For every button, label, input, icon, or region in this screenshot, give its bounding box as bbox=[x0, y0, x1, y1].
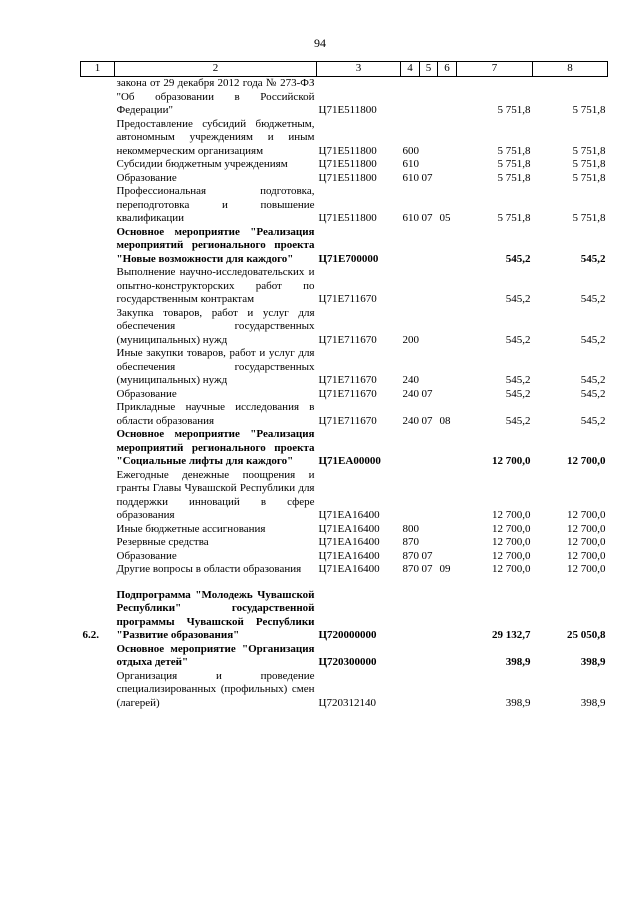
row-description: Закупка товаров, работ и услуг для обеспечения государственных (муниципальных) нужд bbox=[116, 306, 315, 346]
row-amount-2022: 545,2 bbox=[580, 293, 606, 305]
row-expense-type bbox=[401, 670, 420, 711]
row-subsection: 09 bbox=[439, 563, 451, 575]
row-amount-2021: 12 700,0 bbox=[492, 549, 531, 562]
row-target-code: Ц71Е511800 bbox=[318, 171, 377, 184]
table-row bbox=[81, 563, 608, 577]
row-number bbox=[81, 643, 115, 670]
table-row bbox=[81, 226, 608, 267]
row-target-code: Ц720000000 bbox=[318, 629, 377, 641]
row-description: Организация и проведение специализированных (профильных) смен (лагерей) bbox=[116, 669, 315, 709]
row-section bbox=[420, 536, 438, 550]
row-section bbox=[420, 77, 438, 118]
row-number bbox=[81, 77, 115, 118]
header-col-5: 5 bbox=[420, 62, 438, 77]
row-expense-type: 200 bbox=[402, 333, 419, 346]
row-target-code: Ц71ЕА16400 bbox=[318, 549, 380, 562]
row-section: 07 bbox=[421, 414, 433, 427]
row-number bbox=[81, 401, 115, 428]
row-amount-2021: 545,2 bbox=[505, 293, 531, 305]
row-number bbox=[81, 388, 115, 402]
row-number bbox=[81, 670, 115, 711]
row-section bbox=[420, 158, 438, 172]
row-description: закона от 29 декабря 2012 года № 273-ФЗ "Об образовании в Российской Федерации" bbox=[116, 77, 315, 116]
row-description: Другие вопросы в области образования bbox=[116, 563, 302, 575]
row-number bbox=[81, 347, 115, 388]
row-description: Предоставление субсидий бюджетным, автономным учреждениям и иным некоммерческим организациям bbox=[116, 117, 315, 157]
row-target-code: Ц71Е711670 bbox=[318, 387, 377, 400]
row-subsection bbox=[438, 77, 457, 118]
row-amount-2022: 12 700,0 bbox=[567, 455, 606, 467]
table-row bbox=[81, 77, 608, 118]
row-expense-type: 610 bbox=[402, 212, 419, 224]
table-row bbox=[81, 536, 608, 550]
row-expense-type bbox=[401, 226, 420, 267]
row-number bbox=[81, 536, 115, 550]
row-section: 07 bbox=[421, 387, 433, 400]
header-col-8: 8 bbox=[533, 62, 608, 77]
row-description: Образование bbox=[116, 171, 177, 184]
row-number bbox=[81, 563, 115, 577]
table-row bbox=[81, 428, 608, 469]
row-amount-2021: 545,2 bbox=[505, 387, 531, 400]
row-amount-2021: 545,2 bbox=[505, 333, 531, 346]
row-number bbox=[81, 158, 115, 172]
row-expense-type: 240 bbox=[402, 387, 419, 400]
row-target-code: Ц71Е511800 bbox=[318, 104, 377, 116]
row-description: Профессиональная подготовка, переподготовка и повышение квалификации bbox=[116, 185, 315, 224]
row-amount-2022: 12 700,0 bbox=[567, 563, 606, 575]
row-description: Резервные средства bbox=[116, 536, 209, 548]
table-row bbox=[81, 158, 608, 172]
table-row bbox=[81, 266, 608, 307]
row-target-code: Ц71ЕА16400 bbox=[318, 509, 380, 521]
table-row bbox=[81, 185, 608, 226]
row-target-code: Ц71ЕА16400 bbox=[318, 522, 380, 535]
table-row bbox=[81, 550, 608, 564]
row-section bbox=[420, 523, 438, 537]
row-subsection bbox=[438, 118, 457, 159]
row-description: Основное мероприятие "Реализация мероприятий регионального проекта "Новые возможности для каждого" bbox=[116, 225, 315, 265]
row-subsection bbox=[438, 347, 457, 388]
row-amount-2021: 5 751,8 bbox=[497, 144, 531, 157]
row-subsection bbox=[438, 550, 457, 564]
row-amount-2021: 398,9 bbox=[505, 656, 531, 668]
row-amount-2022: 5 751,8 bbox=[572, 104, 606, 116]
row-amount-2022: 5 751,8 bbox=[572, 158, 606, 170]
row-expense-type bbox=[401, 589, 420, 643]
row-number bbox=[81, 428, 115, 469]
row-amount-2021: 12 700,0 bbox=[492, 509, 531, 521]
row-subsection bbox=[438, 523, 457, 537]
table-row bbox=[81, 643, 608, 670]
table-row bbox=[81, 523, 608, 537]
row-subsection bbox=[438, 643, 457, 670]
row-expense-type: 800 bbox=[402, 522, 419, 535]
table-body bbox=[81, 77, 608, 711]
budget-table bbox=[80, 61, 608, 710]
row-number bbox=[81, 185, 115, 226]
row-amount-2021: 12 700,0 bbox=[492, 563, 531, 575]
header-col-6: 6 bbox=[438, 62, 457, 77]
row-subsection bbox=[438, 307, 457, 348]
row-target-code: Ц71ЕА16400 bbox=[318, 563, 380, 575]
row-amount-2021: 29 132,7 bbox=[492, 629, 531, 641]
row-amount-2021: 12 700,0 bbox=[492, 536, 531, 548]
header-col-3: 3 bbox=[317, 62, 401, 77]
row-amount-2022: 12 700,0 bbox=[567, 536, 606, 548]
table-row bbox=[81, 670, 608, 711]
row-expense-type bbox=[401, 643, 420, 670]
header-col-2: 2 bbox=[115, 62, 317, 77]
row-amount-2021: 12 700,0 bbox=[492, 522, 531, 535]
row-section: 07 bbox=[421, 171, 433, 184]
row-section: 07 bbox=[421, 212, 433, 224]
row-expense-type: 610 bbox=[402, 158, 419, 170]
row-section bbox=[420, 118, 438, 159]
table-row bbox=[81, 307, 608, 348]
row-subsection bbox=[438, 536, 457, 550]
row-amount-2022: 545,2 bbox=[580, 374, 606, 386]
row-description: Иные закупки товаров, работ и услуг для обеспечения государственных (муниципальных) нужд bbox=[116, 347, 315, 386]
row-target-code: Ц71Е711670 bbox=[318, 293, 377, 305]
row-subsection bbox=[438, 172, 457, 186]
row-amount-2021: 5 751,8 bbox=[497, 158, 531, 170]
row-number: 6.2. bbox=[82, 629, 99, 641]
row-target-code: Ц71Е711670 bbox=[318, 414, 377, 427]
row-number bbox=[81, 307, 115, 348]
row-expense-type bbox=[401, 266, 420, 307]
row-target-code: Ц71ЕА00000 bbox=[318, 455, 381, 467]
row-target-code: Ц71ЕА16400 bbox=[318, 536, 380, 548]
row-expense-type bbox=[401, 428, 420, 469]
row-target-code: Ц720300000 bbox=[318, 656, 377, 668]
row-amount-2022: 12 700,0 bbox=[567, 509, 606, 521]
row-number bbox=[81, 469, 115, 523]
row-expense-type: 870 bbox=[402, 536, 419, 548]
table-row bbox=[81, 388, 608, 402]
row-number bbox=[81, 550, 115, 564]
row-target-code: Ц71Е511800 bbox=[318, 144, 377, 157]
row-section bbox=[420, 307, 438, 348]
spacer-cell bbox=[81, 577, 608, 589]
row-section bbox=[420, 643, 438, 670]
header-col-4: 4 bbox=[401, 62, 420, 77]
row-number bbox=[81, 266, 115, 307]
row-target-code: Ц71Е711670 bbox=[318, 333, 377, 346]
table-row bbox=[81, 347, 608, 388]
row-amount-2021: 5 751,8 bbox=[497, 212, 531, 224]
row-subsection bbox=[438, 589, 457, 643]
row-subsection bbox=[438, 670, 457, 711]
row-expense-type: 600 bbox=[402, 144, 419, 157]
table-row bbox=[81, 118, 608, 159]
row-description: Образование bbox=[116, 387, 177, 400]
table-row bbox=[81, 469, 608, 523]
row-subsection: 05 bbox=[439, 212, 451, 224]
row-description: Подпрограмма "Молодежь Чувашской Республики" государственной программы Чувашской Республики "Развитие образования" bbox=[116, 588, 315, 641]
row-expense-type: 240 bbox=[402, 414, 419, 427]
row-amount-2022: 12 700,0 bbox=[567, 549, 606, 562]
row-subsection bbox=[438, 388, 457, 402]
header-col-7: 7 bbox=[457, 62, 533, 77]
row-description: Ежегодные денежные поощрения и гранты Главы Чувашской Республики для поддержки инноваций в сфере образования bbox=[116, 468, 315, 521]
row-subsection bbox=[438, 266, 457, 307]
row-number bbox=[81, 523, 115, 537]
row-target-code: Ц71Е511800 bbox=[318, 158, 377, 170]
row-description: Основное мероприятие "Организация отдыха детей" bbox=[116, 642, 315, 668]
row-amount-2022: 545,2 bbox=[580, 414, 606, 427]
row-amount-2022: 5 751,8 bbox=[572, 144, 606, 157]
row-section bbox=[420, 428, 438, 469]
row-expense-type bbox=[401, 77, 420, 118]
row-section bbox=[420, 469, 438, 523]
row-description: Иные бюджетные ассигнования bbox=[116, 522, 266, 535]
row-subsection bbox=[438, 226, 457, 267]
row-number bbox=[81, 226, 115, 267]
row-amount-2022: 398,9 bbox=[580, 696, 606, 709]
row-description: Выполнение научно-исследовательских и опытно-конструкторских работ по государственным контрактам bbox=[116, 266, 315, 305]
row-amount-2022: 5 751,8 bbox=[572, 171, 606, 184]
row-target-code: Ц71Е700000 bbox=[318, 252, 379, 265]
row-amount-2022: 545,2 bbox=[580, 252, 606, 265]
table-row bbox=[81, 401, 608, 428]
row-amount-2021: 545,2 bbox=[505, 252, 531, 265]
row-subsection bbox=[438, 469, 457, 523]
row-amount-2022: 398,9 bbox=[580, 656, 606, 668]
row-number bbox=[81, 118, 115, 159]
row-amount-2022: 545,2 bbox=[580, 387, 606, 400]
row-expense-type bbox=[401, 469, 420, 523]
row-amount-2021: 5 751,8 bbox=[497, 171, 531, 184]
row-amount-2022: 545,2 bbox=[580, 333, 606, 346]
row-amount-2021: 545,2 bbox=[505, 414, 531, 427]
row-section: 07 bbox=[421, 549, 433, 562]
row-target-code: Ц71Е511800 bbox=[318, 212, 377, 224]
row-subsection: 08 bbox=[439, 414, 451, 427]
row-description: Образование bbox=[116, 549, 177, 562]
row-description: Основное мероприятие "Реализация мероприятий регионального проекта "Социальные лифты для каждого" bbox=[116, 428, 315, 467]
row-expense-type: 240 bbox=[402, 374, 419, 386]
row-amount-2022: 12 700,0 bbox=[567, 522, 606, 535]
row-number bbox=[81, 172, 115, 186]
row-section bbox=[420, 266, 438, 307]
row-amount-2021: 12 700,0 bbox=[492, 455, 531, 467]
row-amount-2021: 545,2 bbox=[505, 374, 531, 386]
row-amount-2021: 5 751,8 bbox=[497, 104, 531, 116]
row-section bbox=[420, 589, 438, 643]
spacer-row bbox=[81, 577, 608, 589]
row-target-code: Ц720312140 bbox=[318, 696, 376, 709]
row-amount-2021: 398,9 bbox=[505, 696, 531, 709]
header-col-1: 1 bbox=[81, 62, 115, 77]
row-expense-type: 610 bbox=[402, 171, 419, 184]
row-description: Прикладные научные исследования в области образования bbox=[116, 401, 315, 427]
page-number: 94 bbox=[314, 36, 326, 50]
header-row bbox=[81, 62, 608, 77]
row-subsection bbox=[438, 158, 457, 172]
row-section bbox=[420, 347, 438, 388]
table-row bbox=[81, 172, 608, 186]
row-expense-type: 870 bbox=[402, 563, 419, 575]
table-row bbox=[81, 589, 608, 643]
row-subsection bbox=[438, 428, 457, 469]
row-amount-2022: 25 050,8 bbox=[567, 629, 606, 641]
row-section bbox=[420, 226, 438, 267]
row-section: 07 bbox=[421, 563, 433, 575]
row-section bbox=[420, 670, 438, 711]
row-amount-2022: 5 751,8 bbox=[572, 212, 606, 224]
row-description: Субсидии бюджетным учреждениям bbox=[116, 158, 288, 170]
row-expense-type: 870 bbox=[402, 549, 419, 562]
row-target-code: Ц71Е711670 bbox=[318, 374, 377, 386]
